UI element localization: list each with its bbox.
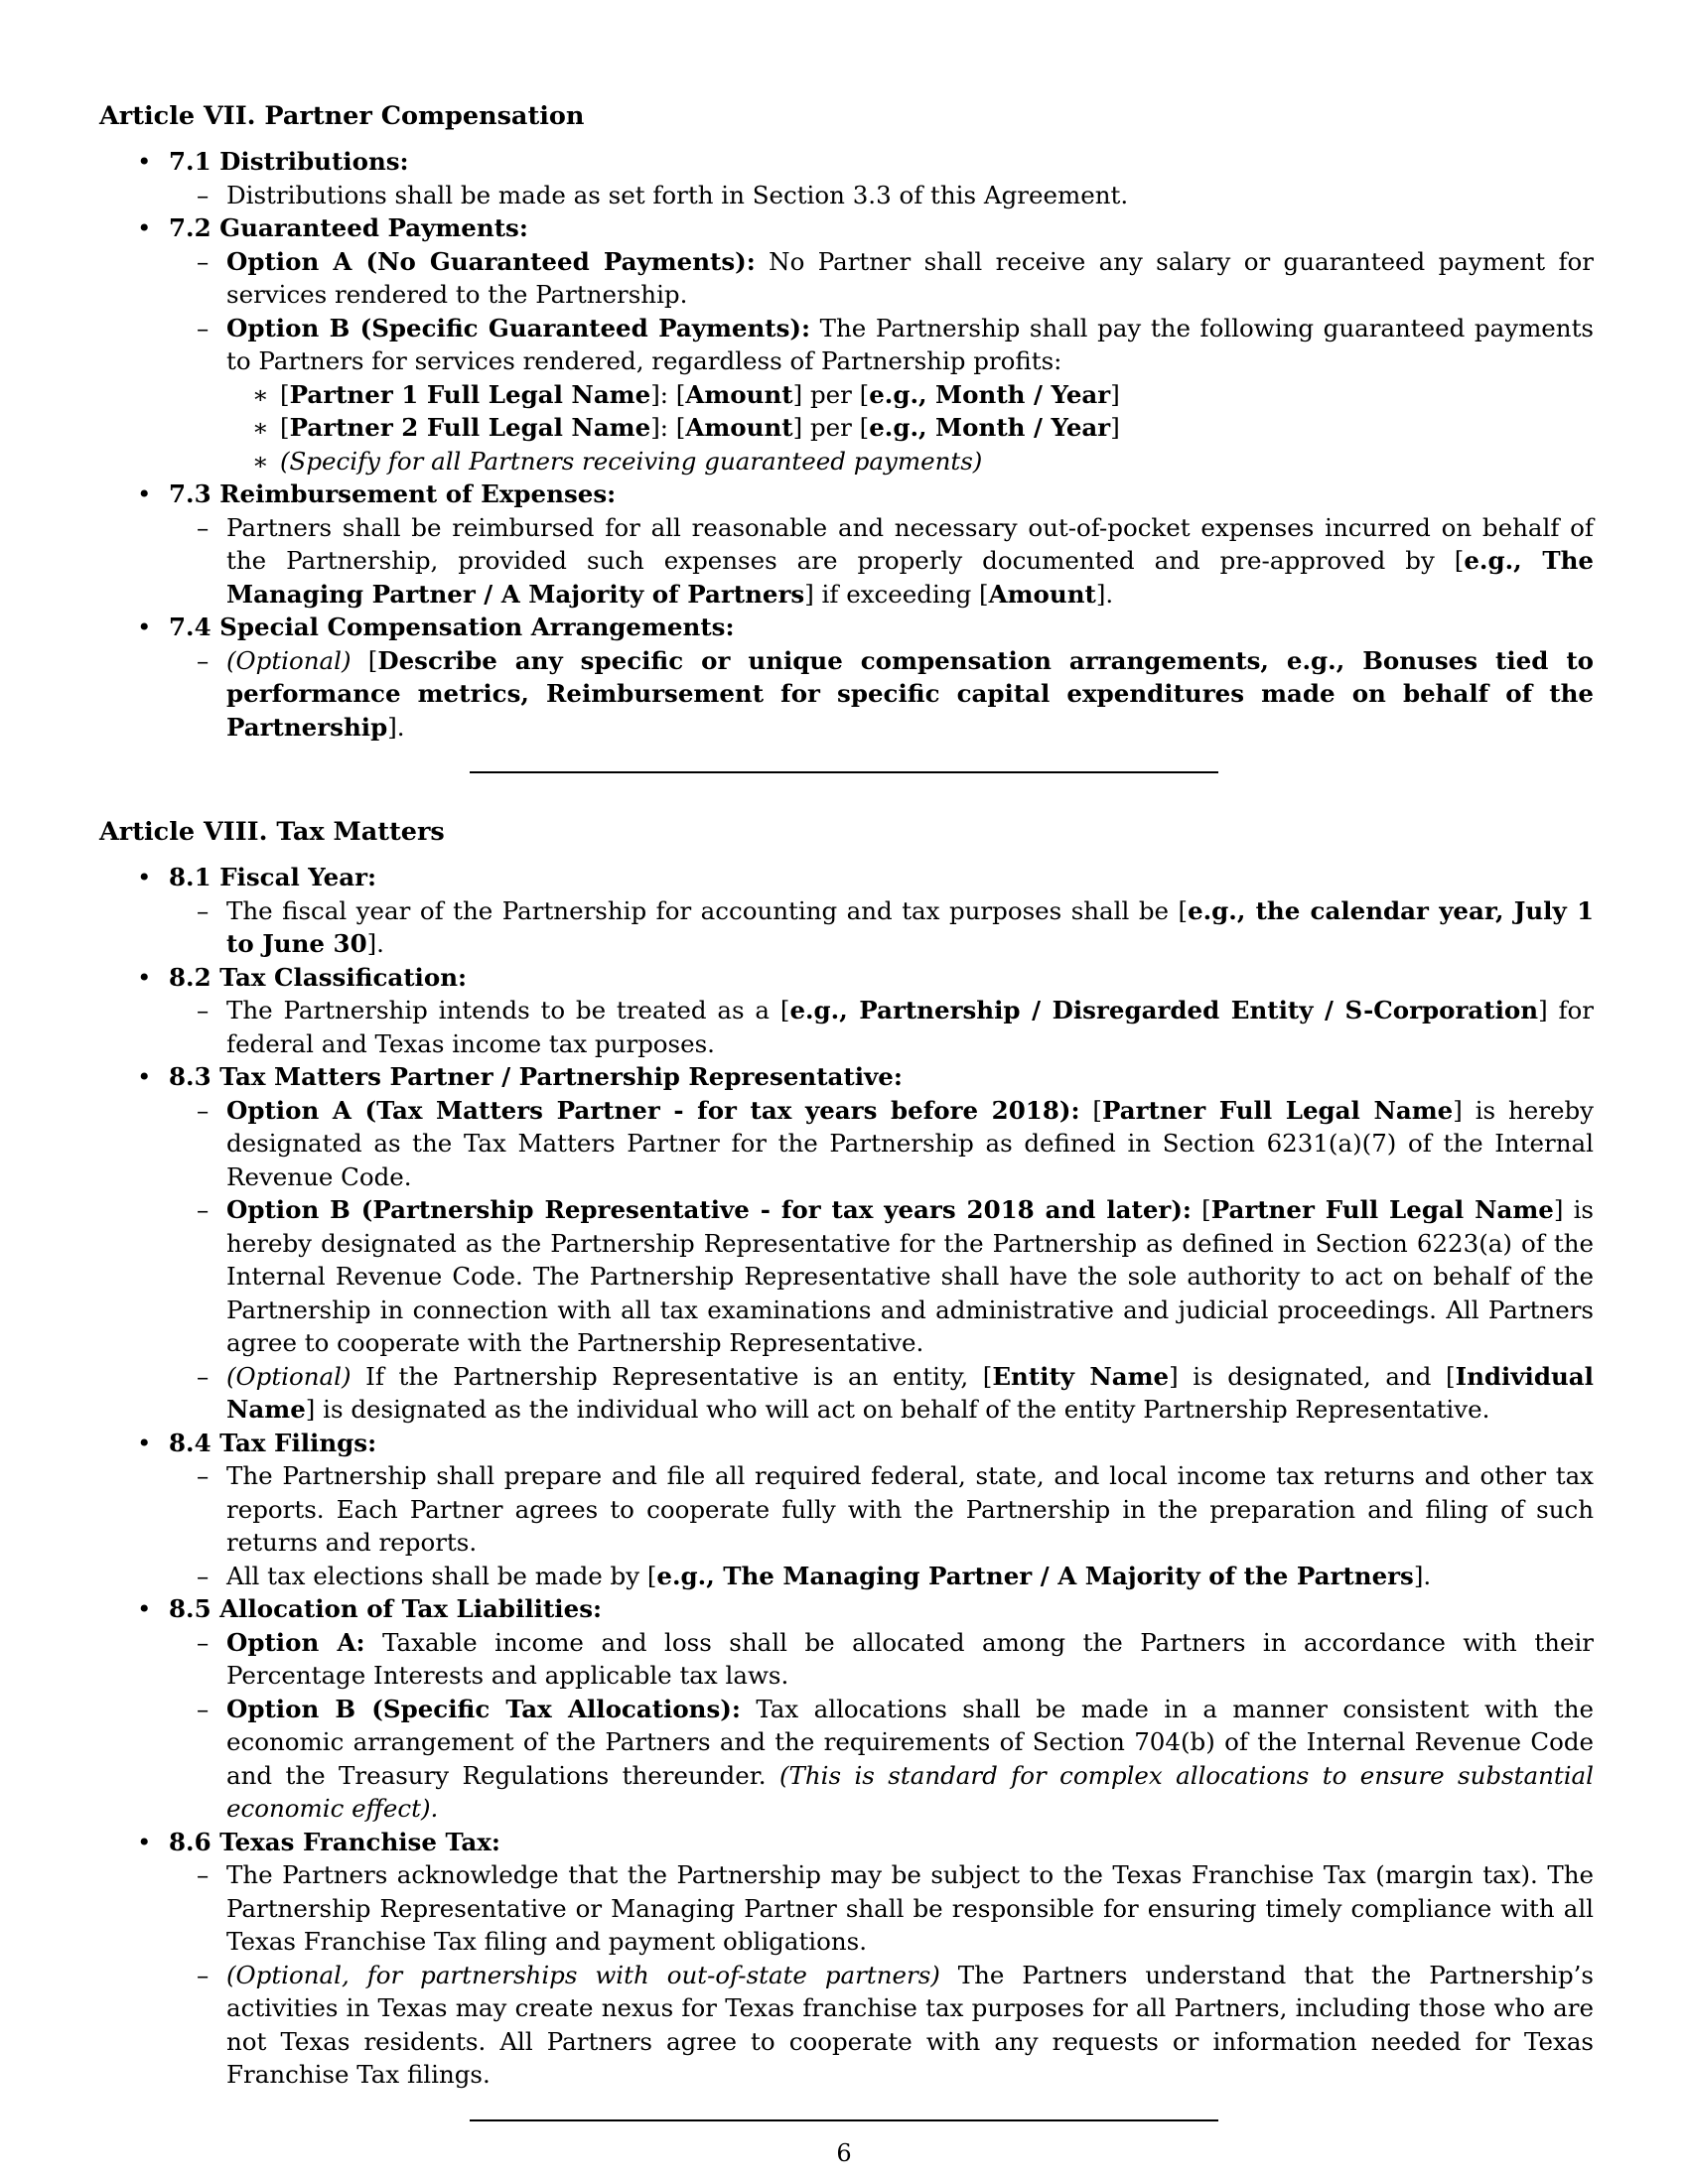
list-item: – Option A (No Guaranteed Payments): No Partner shall receive any salary or guaranteed payment for services rendered to the Partnership. [167, 245, 1594, 312]
list-item: – Option B (Partnership Representative - for tax years 2018 and later): [Partner Full Legal Name] is hereby designated as the Partnership Representative for the Partnership as defined in Section 6223(a) of the Internal Revenue Code. The Partnership Representative shall have the sole authority to act on behalf of the Partnership in connection with all tax examinations and administrative and judicial proceedings. All Partners agree to cooperate with the Partnership Representative. [167, 1193, 1594, 1360]
list-item: – Distributions shall be made as set forth in Section 3.3 of this Agreement. [167, 179, 1594, 212]
article-7-title: Article VII. Partner Compensation [99, 101, 585, 131]
section-7-4 [99, 611, 1594, 744]
section-7-2 [99, 211, 1594, 478]
list-item: – Option B (Specific Tax Allocations): Tax allocations shall be made in a manner consistent with the economic arrangement of the Partners and the requirements of Section 704(b) of the Internal Revenue Code and the Treasury Regulations thereunder. (This is standard for complex allocations to ensure substantial economic effect). [167, 1693, 1594, 1826]
section-7-1-heading: 7.1 Distributions: [169, 147, 409, 176]
list-item: ∗ [Partner 1 Full Legal Name]: [Amount] per [e.g., Month / Year] [226, 378, 1594, 412]
section-7-2-heading: 7.2 Guaranteed Payments: [169, 213, 528, 242]
article-7-sections [99, 145, 1594, 744]
section-8-4-heading: 8.4 Tax Filings: [169, 1428, 377, 1457]
section-8-2 [99, 961, 1594, 1061]
section-7-3-heading: 7.3 Reimbursement of Expenses: [169, 479, 617, 508]
section-8-5-heading: 8.5 Allocation of Tax Liabilities: [169, 1594, 603, 1623]
list-item: – (Optional) If the Partnership Representative is an entity, [Entity Name] is designated, and [Individual Name] is designated as the individual who will act on behalf of the entity Partnership Representative. [167, 1360, 1594, 1427]
section-8-3 [99, 1060, 1594, 1427]
section-8-4 [99, 1427, 1594, 1593]
list-item: – (Optional) [Describe any specific or unique compensation arrangements, e.g., Bonuses tied to performance metrics, Reimbursement for specific capital expenditures made on behalf of the Partnership]. [167, 644, 1594, 745]
article-8-title: Article VIII. Tax Matters [99, 817, 445, 847]
list-item: ∗ (Specify for all Partners receiving guaranteed payments) [226, 445, 1594, 478]
section-8-1-heading: 8.1 Fiscal Year: [169, 863, 377, 891]
section-8-2-heading: 8.2 Tax Classification: [169, 962, 468, 992]
page-number: 6 [836, 2139, 852, 2167]
list-item: – All tax elections shall be made by [e.g., The Managing Partner / A Majority of the Partners]. [167, 1560, 1594, 1593]
list-item: – Option A (Tax Matters Partner - for tax years before 2018): [Partner Full Legal Name] is hereby designated as the Tax Matters Partner for the Partnership as defined in Section 6231(a)(7) of the Internal Revenue Code. [167, 1094, 1594, 1194]
list-item: – The Partners acknowledge that the Partnership may be subject to the Texas Franchise Tax (margin tax). The Partnership Representative or Managing Partner shall be responsible for ensuring timely compliance with all Texas Franchise Tax filing and payment obligations. [167, 1858, 1594, 1959]
section-divider [470, 2119, 1218, 2121]
list-item: – (Optional, for partnerships with out-of-state partners) The Partners understand that the Partnership’s activities in Texas may create nexus for Texas franchise tax purposes for all Partners, including those who are not Texas residents. All Partners agree to cooperate with any requests or information needed for Texas Franchise Tax filings. [167, 1959, 1594, 2092]
list-item: – The Partnership shall prepare and file all required federal, state, and local income tax returns and other tax reports. Each Partner agrees to cooperate fully with the Partnership in the preparation and filing of such returns and reports. [167, 1459, 1594, 1560]
section-8-6-heading: 8.6 Texas Franchise Tax: [169, 1827, 500, 1856]
section-8-3-heading: 8.3 Tax Matters Partner / Partnership Representative: [169, 1062, 903, 1091]
section-7-1 [99, 145, 1594, 211]
article-8-sections [99, 861, 1594, 2092]
section-8-1 [99, 861, 1594, 961]
section-8-5 [99, 1592, 1594, 1826]
list-item: – The fiscal year of the Partnership for accounting and tax purposes shall be [e.g., the calendar year, July 1 to June 30]. [167, 894, 1594, 961]
list-item: – Partners shall be reimbursed for all reasonable and necessary out-of-pocket expenses incurred on behalf of the Partnership, provided such expenses are properly documented and pre-approved by [e.g., The Managing Partner / A Majority of Partners] if exceeding [Amount]. [167, 511, 1594, 612]
list-item: – Option A: Taxable income and loss shall be allocated among the Partners in accordance with their Percentage Interests and applicable tax laws. [167, 1626, 1594, 1693]
list-item: – Option B (Specific Guaranteed Payments): The Partnership shall pay the following guaranteed payments to Partners for services rendered, regardless of Partnership profits: ∗ [Partner 1 Full Legal Name]: [Amount] per [e.g., Month / Year] ∗ [Partner 2 Full Legal Name]: [Amount] per [e.g., Month / Year] ∗ (Specify for all Partners receiving guaranteed payments) [167, 312, 1594, 478]
list-item: ∗ [Partner 2 Full Legal Name]: [Amount] per [e.g., Month / Year] [226, 411, 1594, 445]
section-8-6 [99, 1826, 1594, 2092]
list-item: – The Partnership intends to be treated as a [e.g., Partnership / Disregarded Entity / S-Corporation] for federal and Texas income tax purposes. [167, 994, 1594, 1060]
section-7-4-heading: 7.4 Special Compensation Arrangements: [169, 613, 735, 641]
document-page [99, 99, 1594, 2121]
section-7-3 [99, 478, 1594, 611]
